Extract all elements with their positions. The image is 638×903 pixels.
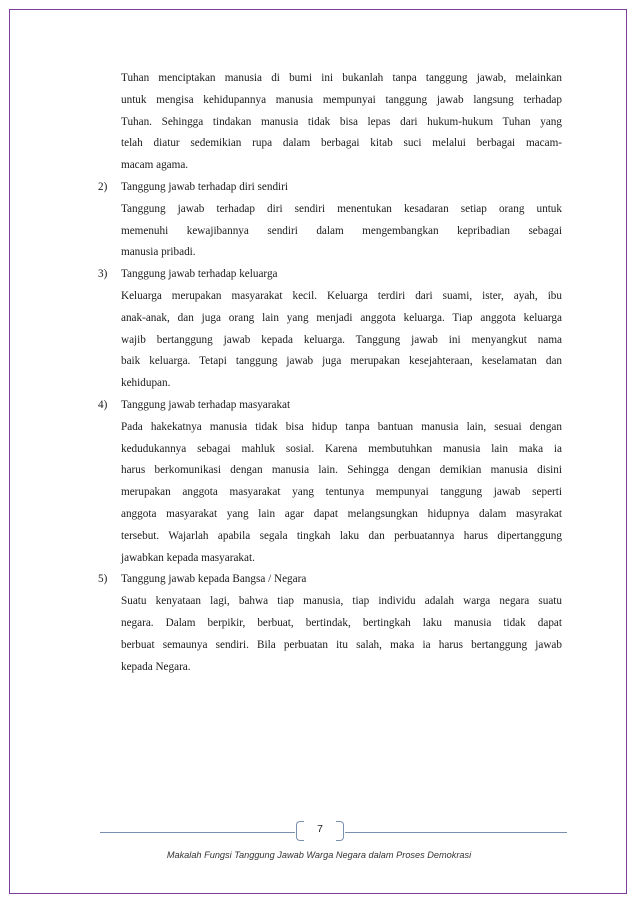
list-number: 5)	[98, 573, 108, 586]
text-line: negara. Dalam berpikir, berbuat, bertindak, bertingkah laku manusia tidak dapat	[121, 616, 562, 629]
footer-caption: Makalah Fungsi Tanggung Jawab Warga Negara dalam Proses Demokrasi	[166, 850, 472, 860]
list-item-keluarga	[100, 264, 562, 395]
list-item-diri-sendiri	[100, 177, 562, 264]
text-line: kedudukannya sebagai mahluk sosial. Karena membutuhkan manusia lain maka ia	[121, 442, 562, 455]
text-line: Tuhan. Sehingga tindakan manusia tidak bisa lepas dari hukum-hukum Tuhan yang	[121, 115, 562, 128]
text-line: tersebut. Wajarlah apabila segala tingkah laku dan perbuatannya harus dipertanggung	[121, 529, 562, 542]
text-line: anggota masyarakat yang lain agar dapat melangsungkan hidupnya dalam masyrakat	[121, 507, 562, 520]
list-item-bangsa-negara	[100, 569, 562, 678]
text-line: harus berkomunikasi dengan manusia lain. Sehingga dengan demikian manusia disini	[121, 464, 562, 477]
list-number: 2)	[98, 180, 108, 193]
document-body	[100, 68, 562, 678]
text-line: kepada Negara.	[121, 660, 191, 673]
item-heading: Tanggung jawab terhadap masyarakat	[121, 398, 291, 411]
text-line: Tanggung jawab terhadap diri sendiri menentukan kesadaran setiap orang untuk	[121, 202, 562, 215]
item-heading: Tanggung jawab terhadap diri sendiri	[121, 180, 288, 193]
text-line: telah diatur sedemikian rupa dalam berbagai kitab suci melalui berbagai macam-	[121, 137, 562, 150]
text-line: berbuat semaunya sendiri. Bila perbuatan itu salah, maka ia harus bertanggung jawab	[121, 638, 562, 651]
text-line: Keluarga merupakan masyarakat kecil. Keluarga terdiri dari suami, ister, ayah, ibu	[121, 289, 562, 302]
text-line: untuk mengisa kehidupannya manusia mempunyai tanggung jawab langsung terhadap	[121, 93, 562, 106]
item-heading: Tanggung jawab kepada Bangsa / Negara	[121, 573, 307, 586]
text-line: memenuhi kewajibannya sendiri dalam mengembangkan kepribadian sebagai	[121, 224, 562, 237]
text-line: merupakan anggota masyarakat yang tentunya mempunyai tanggung jawab seperti	[121, 486, 562, 499]
text-line: kehidupan.	[121, 377, 171, 390]
text-line: anak-anak, dan juga orang lain yang menjadi anggota keluarga. Tiap anggota keluarga	[121, 311, 562, 324]
text-line: wajib bertanggung jawab kepada keluarga. Tanggung jawab ini menyangkut nama	[121, 333, 562, 346]
right-brace-icon	[336, 821, 344, 841]
text-line: baik keluarga. Tetapi tanggung jawab juga merupakan kesejahteraan, keselamatan dan	[121, 355, 562, 368]
page-number-box	[296, 821, 344, 843]
footer-rule-right	[345, 832, 567, 833]
text-line: jawabkan kepada masyarakat.	[121, 551, 255, 564]
item-heading: Tanggung jawab terhadap keluarga	[121, 268, 278, 281]
intro-paragraph	[100, 68, 562, 177]
page-number: 7	[317, 823, 323, 835]
list-number: 4)	[98, 398, 108, 411]
text-line: Suatu kenyataan lagi, bahwa tiap manusia, tiap individu adalah warga negara suatu	[121, 595, 562, 608]
text-line: Pada hakekatnya manusia tidak bisa hidup tanpa bantuan manusia lain, sesuai dengan	[121, 420, 562, 433]
text-line: manusia pribadi.	[121, 246, 196, 259]
text-line: macam agama.	[121, 159, 189, 172]
list-item-masyarakat	[100, 395, 562, 569]
list-number: 3)	[98, 268, 108, 281]
text-line: Tuhan menciptakan manusia di bumi ini bukanlah tanpa tanggung jawab, melainkan	[121, 72, 562, 84]
footer-rule-left	[100, 832, 295, 833]
